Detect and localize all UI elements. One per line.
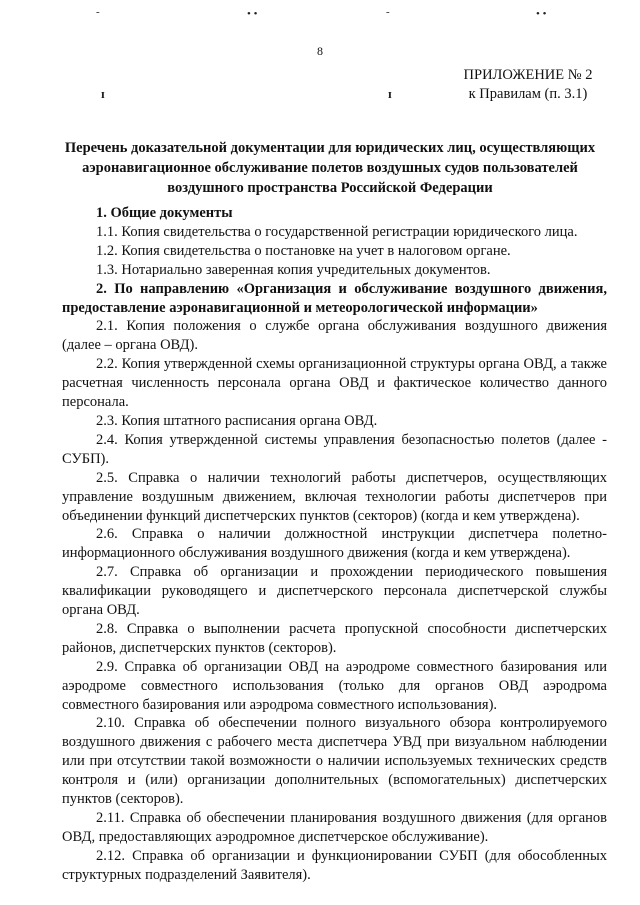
scan-mark: • •	[247, 8, 258, 20]
appendix-header	[448, 66, 608, 104]
list-item: 2.8. Справка о выполнении расчета пропускной способности диспетчерских районов, диспетчерских пунктов (секторов).	[62, 620, 607, 656]
list-item: 1.2. Копия свидетельства о постановке на учет в налоговом органе.	[96, 242, 511, 259]
scan-mark: • •	[536, 8, 547, 20]
list-item: 2.1. Копия положения о службе органа обслуживания воздушного движения (далее – органа ОВД).	[62, 318, 607, 354]
list-item: 2.2. Копия утвержденной схемы организационной структуры органа ОВД, а также расчетная численность персонала органа ОВД и фактическое количество данного персонала.	[62, 356, 607, 411]
section-heading: 1. Общие документы	[96, 205, 233, 221]
list-item: 2.6. Справка о наличии должностной инструкции диспетчера полетно-информационного обслуживания воздушного движения (когда и кем утверждена).	[62, 526, 607, 562]
list-item: 2.11. Справка об обеспечении планирования воздушного движения (для органов ОВД, предоставляющих аэродромное диспетчерское обслуживание).	[62, 810, 607, 845]
scan-mark: ɪ	[101, 86, 105, 101]
appendix-line-1: ПРИЛОЖЕНИЕ № 2	[463, 67, 593, 83]
document-title: Перечень доказательной документации для юридических лиц, осуществляющих аэронавигационное обслуживание полетов воздушных судов пользователей воздушного пространства Российской Федерации	[64, 140, 596, 196]
appendix-line-2: к Правилам (п. 3.1)	[468, 86, 588, 102]
document-body	[62, 204, 607, 885]
list-item: 2.12. Справка об организации и функционировании СУБП (для обособленных структурных подразделений Заявителя).	[62, 847, 607, 883]
list-item: 2.4. Копия утвержденной системы управления безопасностью полетов (далее - СУБП).	[62, 431, 607, 467]
list-item: 2.7. Справка об организации и прохождении периодического повышения квалификации руководящего и диспетчерского персонала диспетчерской службы органа ОВД.	[62, 564, 607, 619]
list-item: 2.3. Копия штатного расписания органа ОВД.	[96, 412, 378, 429]
scan-mark: -	[386, 6, 390, 18]
list-item: 2.10. Справка об обеспечении полного визуального обзора контролируемого воздушного движения с рабочего места диспетчера УВД при визуальном наблюдении или при отсутствии такой возможности о наличии используемых технических средств контроля и (или) организации дополнительных (вспомогательных) диспетчерских пунктов (секторов).	[62, 715, 607, 808]
section-heading: 2. По направлению «Организация и обслуживание воздушного движения, предоставление аэронавигационной и метеорологической информации»	[62, 280, 607, 316]
list-item: 2.9. Справка об организации ОВД на аэродроме совместного базирования или аэродроме совместного использования (только для органов ОВД аэродрома совместного базирования или аэродрома совместного использования).	[62, 658, 607, 713]
page-number: 8	[317, 44, 323, 58]
scan-mark: -	[96, 6, 100, 18]
list-item: 1.3. Нотариально заверенная копия учредительных документов.	[96, 261, 491, 278]
list-item: 1.1. Копия свидетельства о государственной регистрации юридического лица.	[96, 223, 578, 240]
list-item: 2.5. Справка о наличии технологий работы диспетчеров, осуществляющих управление воздушным движением, включая технологии работы диспетчеров при объединении функций диспетчерских пунктов (секторов) (когда и кем утверждена).	[62, 469, 607, 524]
scan-mark: ɪ	[388, 86, 392, 101]
